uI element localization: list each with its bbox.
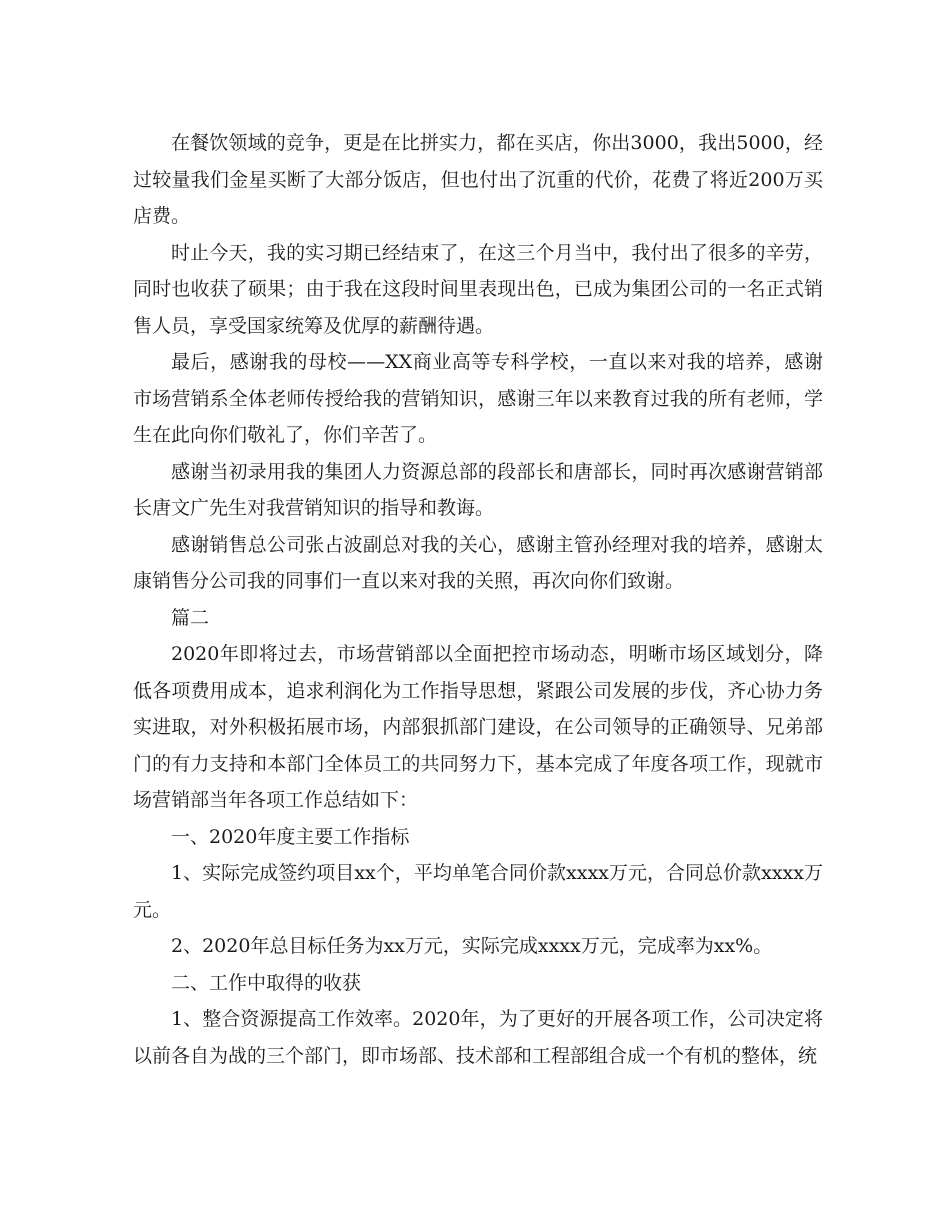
paragraph-catering-competition: 在餐饮领域的竞争，更是在比拼实力，都在买店，你出3000，我出5000，经过较量我们金星买断了大部分饭店，但也付出了沉重的代价，花费了将近200万买店费。 bbox=[133, 132, 823, 227]
list-item-resource-integration: 1、整合资源提高工作效率。2020年，为了更好的开展各项工作，公司决定将以前各自为战的三个部门，即市场部、技术部和工程部组合成一个有机的整体，统 bbox=[133, 1008, 823, 1067]
paragraph-annual-overview: 2020年即将过去，市场营销部以全面把控市场动态，明晰市场区域划分，降低各项费用成本，追求利润化为工作指导思想，紧跟公司发展的步伐，齐心协力务实进取，对外积极拓展市场，内部狠抓部门建设，在公司领导的正确领导、兄弟部门的有力支持和本部门全体员工的共同努力下，基本完成了年度各项工作，现就市场营销部当年各项工作总结如下： bbox=[133, 643, 823, 811]
list-item-target-completion: 2、2020年总目标任务为xx万元，实际完成xxxx万元，完成率为xx%。 bbox=[171, 935, 773, 957]
section-heading-gains: 二、工作中取得的收获 bbox=[171, 971, 362, 994]
section-heading-part-two: 篇二 bbox=[171, 606, 210, 629]
list-item-signed-projects: 1、实际完成签约项目xx个，平均单笔合同价款xxxx万元，合同总价款xxxx万元。 bbox=[133, 862, 823, 921]
document-body bbox=[133, 125, 823, 1074]
paragraph-thanks-school: 最后，感谢我的母校——XX商业高等专科学校，一直以来对我的培养，感谢市场营销系全体老师传授给我的营销知识，感谢三年以来教育过我的所有老师，学生在此向你们敬礼了，你们辛苦了。 bbox=[133, 351, 823, 446]
paragraph-internship-end: 时止今天，我的实习期已经结束了，在这三个月当中，我付出了很多的辛劳，同时也收获了硕果；由于我在这段时间里表现出色，已成为集团公司的一名正式销售人员，享受国家统筹及优厚的薪酬待遇。 bbox=[133, 241, 823, 337]
paragraph-thanks-colleagues: 感谢销售总公司张占波副总对我的关心，感谢主管孙经理对我的培养，感谢太康销售分公司我的同事们一直以来对我的关照，再次向你们致谢。 bbox=[133, 533, 823, 592]
section-heading-main-indicators: 一、2020年度主要工作指标 bbox=[171, 825, 410, 848]
paragraph-thanks-hr: 感谢当初录用我的集团人力资源总部的段部长和唐部长，同时再次感谢营销部长唐文广先生对我营销知识的指导和教诲。 bbox=[133, 460, 823, 519]
